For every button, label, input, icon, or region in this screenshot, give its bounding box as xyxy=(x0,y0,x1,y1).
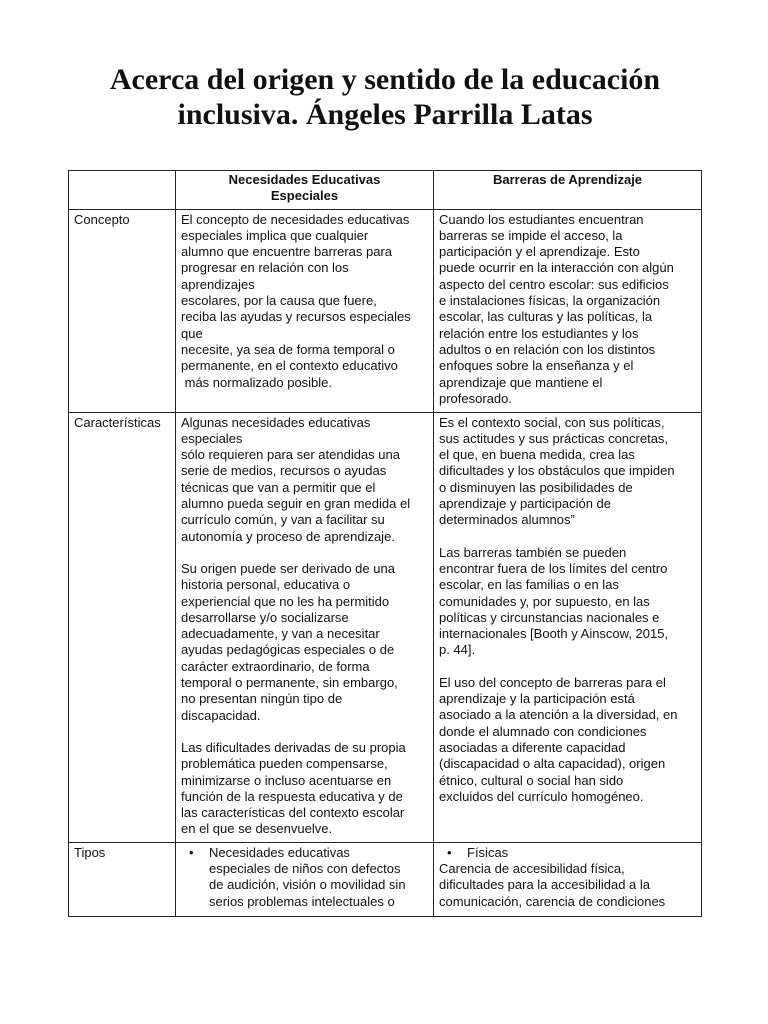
text-line: sólo requieren para ser atendidas una xyxy=(181,447,400,463)
text-line: Las dificultades derivadas de su propia xyxy=(181,739,406,755)
caracteristicas-nee-cell xyxy=(176,412,434,842)
text-line: étnico, cultural o social han sido xyxy=(439,772,624,788)
text-line: aprendizaje que mantiene el xyxy=(439,374,603,390)
comparison-table xyxy=(68,170,702,917)
tipos-barreras-text xyxy=(439,861,696,910)
bullet-text-line: de audición, visión o movilidad sin xyxy=(209,877,406,893)
text-line: Es el contexto social, con sus políticas, xyxy=(439,414,665,430)
text-line: aprendizajes xyxy=(181,276,255,292)
text-line: aprendizaje y la participación está xyxy=(439,691,635,707)
text-line: excluidos del currículo homogéneo. xyxy=(439,788,644,804)
text-line: aprendizaje y participación de xyxy=(439,496,611,512)
tipos-nee-cell xyxy=(176,842,434,916)
text-line: especiales implica que cualquier xyxy=(181,227,369,243)
table-row-tipos xyxy=(69,842,702,916)
text-line: ayudas pedagógicas especiales o de xyxy=(181,642,395,658)
document-title xyxy=(60,62,710,132)
row-label-tipos: Tipos xyxy=(69,842,176,916)
text-line: escolares, por la causa que fuere, xyxy=(181,293,377,309)
text-line: escolar, en las familias o en las xyxy=(439,577,619,593)
row-label-concepto: Concepto xyxy=(69,209,176,412)
text-line: aspecto del centro escolar: sus edificios xyxy=(439,276,669,292)
text-line: asociadas a diferente capacidad xyxy=(439,739,626,755)
text-line: adultos o en relación con los distintos xyxy=(439,341,656,357)
text-line: el que, en buena medida, crea las xyxy=(439,447,635,463)
text-line: necesite, ya sea de forma temporal o xyxy=(181,341,395,357)
text-line: desarrollarse y/o socializarse xyxy=(181,609,349,625)
text-line: (discapacidad o alta capacidad), origen xyxy=(439,756,666,772)
text-line: escolar, las culturas y las políticas, la xyxy=(439,309,653,325)
text-line: El concepto de necesidades educativas xyxy=(181,211,410,227)
text-line: alumno pueda seguir en gran medida el xyxy=(181,496,411,512)
text-line: donde el alumnado con condiciones xyxy=(439,723,647,739)
bullet-dot: • xyxy=(189,844,194,860)
header-barreras: Barreras de Aprendizaje xyxy=(434,171,702,210)
caracteristicas-nee-paragraph-1 xyxy=(181,415,428,545)
tipos-barreras-bullet xyxy=(439,845,696,861)
table-row-caracteristicas xyxy=(69,412,702,842)
table-row-concepto xyxy=(69,209,702,412)
text-line: e instalaciones físicas, la organización xyxy=(439,293,661,309)
row-label-caracteristicas: Características xyxy=(69,412,176,842)
text-line: enfoques sobre la enseñanza y el xyxy=(439,358,634,374)
text-line: políticas y circunstancias nacionales e xyxy=(439,609,660,625)
text-line: relación entre los estudiantes y los xyxy=(439,325,639,341)
text-line: las características del contexto escolar xyxy=(181,805,405,821)
text-line: El uso del concepto de barreras para el xyxy=(439,674,666,690)
text-line: experiencial que no les ha permitido xyxy=(181,593,390,609)
text-line: participación y el aprendizaje. Esto xyxy=(439,244,640,260)
text-line: asociado a la atención a la diversidad, en xyxy=(439,707,678,723)
text-line: no presentan ningún tipo de xyxy=(181,691,343,707)
caracteristicas-barreras-cell xyxy=(434,412,702,842)
text-line: discapacidad. xyxy=(181,707,261,723)
concepto-nee-cell xyxy=(176,209,434,412)
concepto-barreras-cell xyxy=(434,209,702,412)
text-line: autonomía y proceso de aprendizaje. xyxy=(181,528,395,544)
caracteristicas-barreras-paragraph-3 xyxy=(439,675,696,805)
text-line: reciba las ayudas y recursos especiales xyxy=(181,309,411,325)
bullet-text-line xyxy=(181,845,428,861)
text-line: Las barreras también se pueden xyxy=(439,544,627,560)
text-line: dificultades y los obstáculos que impiden xyxy=(439,463,675,479)
text-line: alumno que encuentre barreras para xyxy=(181,244,393,260)
text-line: dificultades para la accesibilidad a la xyxy=(439,877,651,893)
caracteristicas-nee-paragraph-3 xyxy=(181,740,428,838)
text-line: puede ocurrir en la interacción con algún xyxy=(439,260,674,276)
text-line: internacionales [Booth y Ainscow, 2015, xyxy=(439,626,669,642)
caracteristicas-barreras-paragraph-2 xyxy=(439,545,696,659)
text-line: Algunas necesidades educativas xyxy=(181,414,371,430)
caracteristicas-barreras-paragraph-1 xyxy=(439,415,696,529)
title-line-1: Acerca del origen y sentido de la educación xyxy=(109,63,661,96)
title-line-2: inclusiva. Ángeles Parrilla Latas xyxy=(177,98,593,131)
text-line: función de la respuesta educativa y de xyxy=(181,788,403,804)
text-line: permanente, en el contexto educativo xyxy=(181,358,398,374)
text-line: profesorado. xyxy=(439,390,512,406)
text-line: que xyxy=(181,325,203,341)
tipos-barreras-cell xyxy=(434,842,702,916)
text-line: comunicación, carencia de condiciones xyxy=(439,893,666,909)
text-line: Cuando los estudiantes encuentran xyxy=(439,211,644,227)
text-line: Su origen puede ser derivado de una xyxy=(181,560,395,576)
text-line: o disminuyen las posibilidades de xyxy=(439,479,633,495)
bullet-label-fisicas: Físicas xyxy=(467,844,509,860)
header-nee-line-2: Especiales xyxy=(270,188,339,204)
text-line: en el que se desenvuelve. xyxy=(181,821,333,837)
bullet-text-line: especiales de niños con defectos xyxy=(209,861,401,877)
text-line: adecuadamente, y van a necesitar xyxy=(181,626,380,642)
text-line: p. 44]. xyxy=(439,642,476,658)
text-line: especiales xyxy=(181,430,243,446)
bullet-text: Necesidades educativas xyxy=(209,844,350,860)
header-nee xyxy=(176,171,434,210)
concepto-barreras-text xyxy=(439,212,696,408)
bullet-dot: • xyxy=(447,844,452,860)
header-nee-line-1: Necesidades Educativas xyxy=(228,172,381,187)
text-line: historia personal, educativa o xyxy=(181,577,351,593)
text-line: serie de medios, recursos o ayudas xyxy=(181,463,387,479)
bullet-text-line: serios problemas intelectuales o xyxy=(209,893,395,909)
header-empty-cell xyxy=(69,171,176,210)
text-line: sus actitudes y sus prácticas concretas, xyxy=(439,430,669,446)
text-line: problemática pueden compensarse, xyxy=(181,756,388,772)
caracteristicas-nee-paragraph-2 xyxy=(181,561,428,724)
text-line: Carencia de accesibilidad física, xyxy=(439,861,625,877)
concepto-nee-text xyxy=(181,212,428,391)
text-line: currículo común, y van a facilitar su xyxy=(181,512,385,528)
text-line: más normalizado posible. xyxy=(181,374,333,390)
table-header-row xyxy=(69,171,702,210)
text-line: progresar en relación con los xyxy=(181,260,349,276)
text-line: barreras se impide el acceso, la xyxy=(439,227,623,243)
text-line: comunidades y, por supuesto, en las xyxy=(439,593,650,609)
text-line: temporal o permanente, sin embargo, xyxy=(181,675,398,691)
text-line: carácter extraordinario, de forma xyxy=(181,658,370,674)
text-line: técnicas que van a permitir que el xyxy=(181,479,376,495)
text-line: determinados alumnos” xyxy=(439,512,575,528)
tipos-nee-bullet xyxy=(181,845,428,910)
text-line: encontrar fuera de los límites del centro xyxy=(439,560,668,576)
text-line: minimizarse o incluso acentuarse en xyxy=(181,772,392,788)
